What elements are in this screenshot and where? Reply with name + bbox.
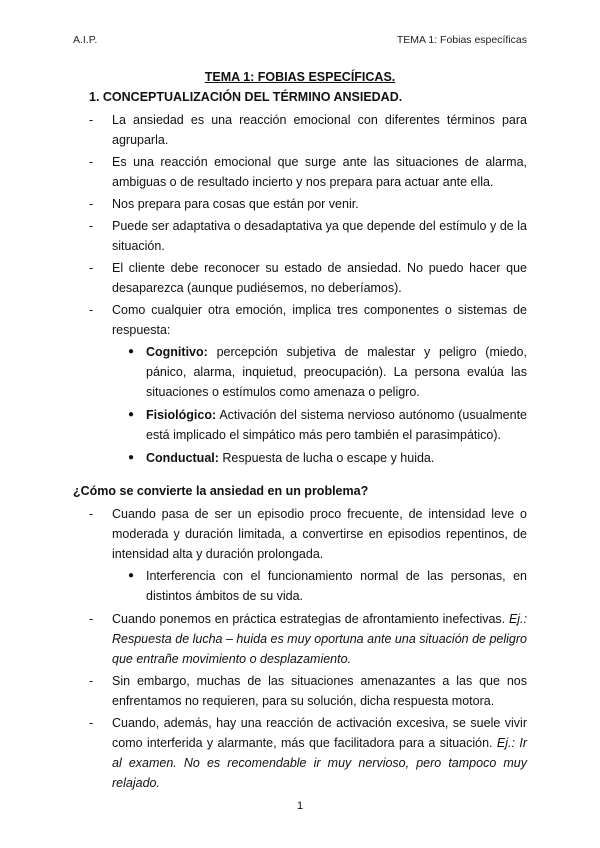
component-desc: percepción subjetiva de malestar y peligro (miedo, pánico, alarma, inquietud, preocupación). La persona evalúa las situaciones o estímulos como amenaza o peligro. [146, 345, 527, 399]
dash-marker: - [89, 261, 94, 275]
dash-marker: - [89, 197, 94, 211]
document-body [73, 70, 527, 795]
dash-marker: - [89, 113, 94, 127]
component-item [112, 342, 527, 402]
list-item [73, 671, 527, 711]
list-item [73, 216, 527, 256]
bullet-marker: ● [128, 452, 135, 463]
list-item-text: La ansiedad es una reacción emocional con diferentes términos para agruparla. [112, 113, 527, 147]
list-item [73, 504, 527, 606]
example-text: Ej.: Respuesta de lucha – huida es muy oportuna ante una situación de peligro que entrañe movimiento o desplazamiento. [112, 612, 527, 666]
problem-list [73, 504, 527, 793]
list-item [73, 152, 527, 192]
component-desc: Respuesta de lucha o escape y huida. [222, 451, 435, 465]
example-text: Ej.: Ir al examen. No es recomendable ir muy nervioso, pero tampoco muy relajado. [112, 736, 527, 790]
list-item-text: Sin embargo, muchas de las situaciones amenazantes a las que nos enfrentamos no requieren, para su solución, dicha respuesta motora. [112, 674, 527, 708]
bullet-marker: ● [128, 346, 135, 357]
component-term: Fisiológico: [146, 408, 217, 422]
list-item-text: Cuando, además, hay una reacción de activación excesiva, se suele vivir como interferida y alarmante, más que facilitadora para a situación. [112, 716, 527, 750]
list-item-text: Cuando pasa de ser un episodio proco frecuente, de intensidad leve o moderada y duración limitada, a convertirse en episodios repentinos, de intensidad alta y duración prolongada. [112, 507, 527, 561]
list-item [73, 300, 527, 468]
list-item-text: Nos prepara para cosas que están por venir. [112, 197, 359, 211]
list-item [73, 713, 527, 793]
dash-marker: - [89, 507, 94, 521]
list-item-text: Es una reacción emocional que surge ante las situaciones de alarma, ambiguas o de resultado incierto y nos prepara para actuar ante ella. [112, 155, 527, 189]
sub-item-text: Interferencia con el funcionamiento normal de las personas, en distintos ámbitos de su vida. [146, 569, 527, 603]
component-item [112, 405, 527, 445]
list-item [73, 609, 527, 669]
header-right: TEMA 1: Fobias específicas [396, 34, 527, 46]
component-term: Cognitivo: [146, 345, 208, 359]
dash-marker: - [89, 303, 94, 317]
components-list [112, 342, 527, 468]
sub-list [112, 566, 527, 606]
list-item [73, 194, 527, 214]
list-item [73, 258, 527, 298]
component-item [112, 448, 527, 468]
list-item-text: Puede ser adaptativa o desadaptativa ya que depende del estímulo y de la situación. [112, 219, 527, 253]
sub-item [112, 566, 527, 606]
question-heading: ¿Cómo se convierte la ansiedad en un problema? [73, 484, 369, 498]
list-item-text: Como cualquier otra emoción, implica tres componentes o sistemas de respuesta: [112, 303, 527, 337]
component-desc: Activación del sistema nervioso autónomo (usualmente está implicado el simpático más pero también el parasimpático). [146, 408, 527, 442]
list-item-text: Cuando ponemos en práctica estrategias de afrontamiento inefectivas. [112, 612, 506, 626]
list-item [73, 110, 527, 150]
component-term: Conductual: [146, 451, 219, 465]
page-number: 1 [296, 800, 304, 812]
dash-marker: - [89, 612, 94, 626]
dash-marker: - [89, 716, 94, 730]
section-heading: 1. CONCEPTUALIZACIÓN DEL TÉRMINO ANSIEDAD. [89, 90, 403, 104]
list-item-text: El cliente debe reconocer su estado de ansiedad. No puedo hacer que desaparezca (aunque pudiésemos, no deberíamos). [112, 261, 527, 295]
bullet-marker: ● [128, 409, 135, 420]
definition-list [73, 110, 527, 468]
header-left: A.I.P. [73, 34, 98, 46]
dash-marker: - [89, 155, 94, 169]
document-title: TEMA 1: FOBIAS ESPECÍFICAS. [204, 70, 396, 84]
dash-marker: - [89, 674, 94, 688]
bullet-marker: ● [128, 570, 135, 581]
dash-marker: - [89, 219, 94, 233]
